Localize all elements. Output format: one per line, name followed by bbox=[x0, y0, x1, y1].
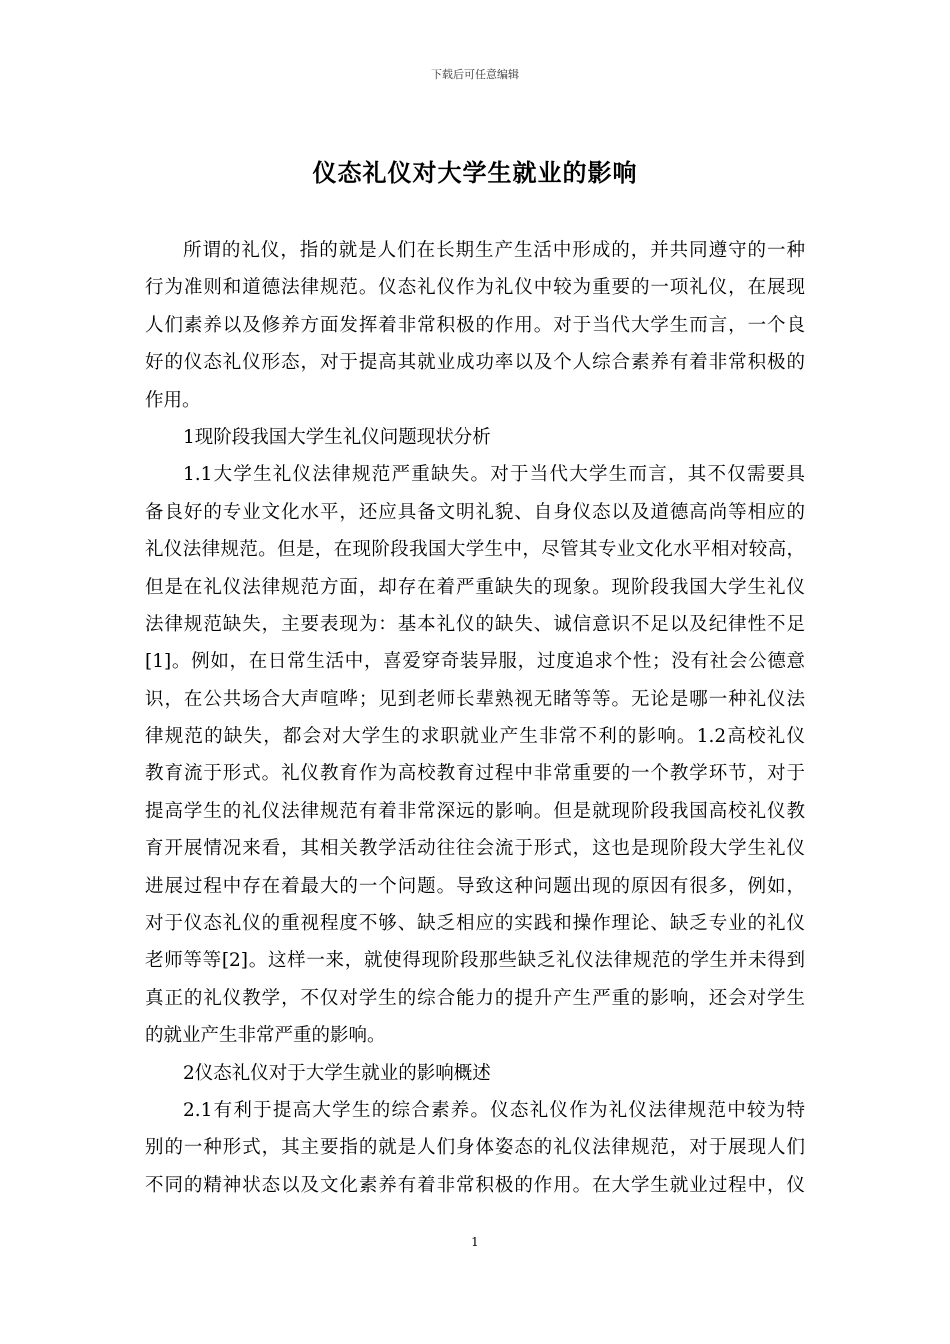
text-line: 行为准则和道德法律规范。仪态礼仪作为礼仪中较为重要的一项礼仪，在展现 bbox=[145, 277, 805, 299]
text-line: 法律规范缺失，主要表现为：基本礼仪的缺失、诚信意识不足以及纪律性不足 bbox=[145, 613, 805, 635]
text-line: 律规范的缺失，都会对大学生的求职就业产生非常不利的影响。1.2高校礼仪 bbox=[145, 726, 805, 748]
text-line: 进展过程中存在着最大的一个问题。导致这种问题出现的原因有很多，例如， bbox=[145, 875, 805, 897]
page-number: 1 bbox=[471, 1235, 479, 1249]
text-line: 育开展情况来看，其相关教学活动往往会流于形式，这也是现阶段大学生礼仪 bbox=[145, 838, 805, 860]
text-line: [1]。例如，在日常生活中，喜爱穿奇装异服，过度追求个性；没有社会公德意 bbox=[145, 651, 805, 673]
text-line: 但是在礼仪法律规范方面，却存在着严重缺失的现象。现阶段我国大学生礼仪 bbox=[145, 576, 805, 598]
text-line: 老师等等[2]。这样一来，就使得现阶段那些缺乏礼仪法律规范的学生并未得到 bbox=[145, 950, 805, 972]
text-line: 所谓的礼仪，指的就是人们在长期生产生活中形成的，并共同遵守的一种 bbox=[183, 240, 805, 261]
text-line: 1.1大学生礼仪法律规范严重缺失。对于当代大学生而言，其不仅需要具 bbox=[183, 464, 805, 486]
text-line: 不同的精神状态以及文化素养有着非常积极的作用。在大学生就业过程中，仪 bbox=[145, 1174, 805, 1196]
text-line: 教育流于形式。礼仪教育作为高校教育过程中非常重要的一个教学环节，对于 bbox=[145, 763, 805, 785]
document-body bbox=[145, 232, 805, 1204]
text-line: 对于仪态礼仪的重视程度不够、缺乏相应的实践和操作理论、缺乏专业的礼仪 bbox=[145, 913, 805, 935]
text-line: 提高学生的礼仪法律规范有着非常深远的影响。但是就现阶段我国高校礼仪教 bbox=[145, 800, 805, 822]
text-line: 礼仪法律规范。但是，在现阶段我国大学生中，尽管其专业文化水平相对较高， bbox=[145, 539, 805, 561]
text-line: 识，在公共场合大声喧哗；见到老师长辈熟视无睹等等。无论是哪一种礼仪法 bbox=[145, 688, 805, 710]
document-title: 仪态礼仪对大学生就业的影响 bbox=[312, 159, 638, 187]
text-line: 2仪态礼仪对于大学生就业的影响概述 bbox=[183, 1062, 491, 1084]
page-header: 下载后可任意编辑 bbox=[431, 68, 519, 81]
text-line: 1现阶段我国大学生礼仪问题现状分析 bbox=[183, 426, 491, 448]
text-line: 2.1有利于提高大学生的综合素养。仪态礼仪作为礼仪法律规范中较为特 bbox=[183, 1099, 805, 1121]
text-line: 人们素养以及修养方面发挥着非常积极的作用。对于当代大学生而言，一个良 bbox=[145, 314, 805, 336]
text-line: 别的一种形式，其主要指的就是人们身体姿态的礼仪法律规范，对于展现人们 bbox=[145, 1137, 805, 1159]
text-line: 好的仪态礼仪形态，对于提高其就业成功率以及个人综合素养有着非常积极的 bbox=[145, 352, 805, 374]
text-line: 真正的礼仪教学，不仅对学生的综合能力的提升产生严重的影响，还会对学生 bbox=[145, 987, 805, 1009]
text-line: 作用。 bbox=[145, 389, 201, 411]
text-line: 备良好的专业文化水平，还应具备文明礼貌、自身仪态以及道德高尚等相应的 bbox=[145, 501, 805, 523]
text-line: 的就业产生非常严重的影响。 bbox=[145, 1025, 386, 1047]
